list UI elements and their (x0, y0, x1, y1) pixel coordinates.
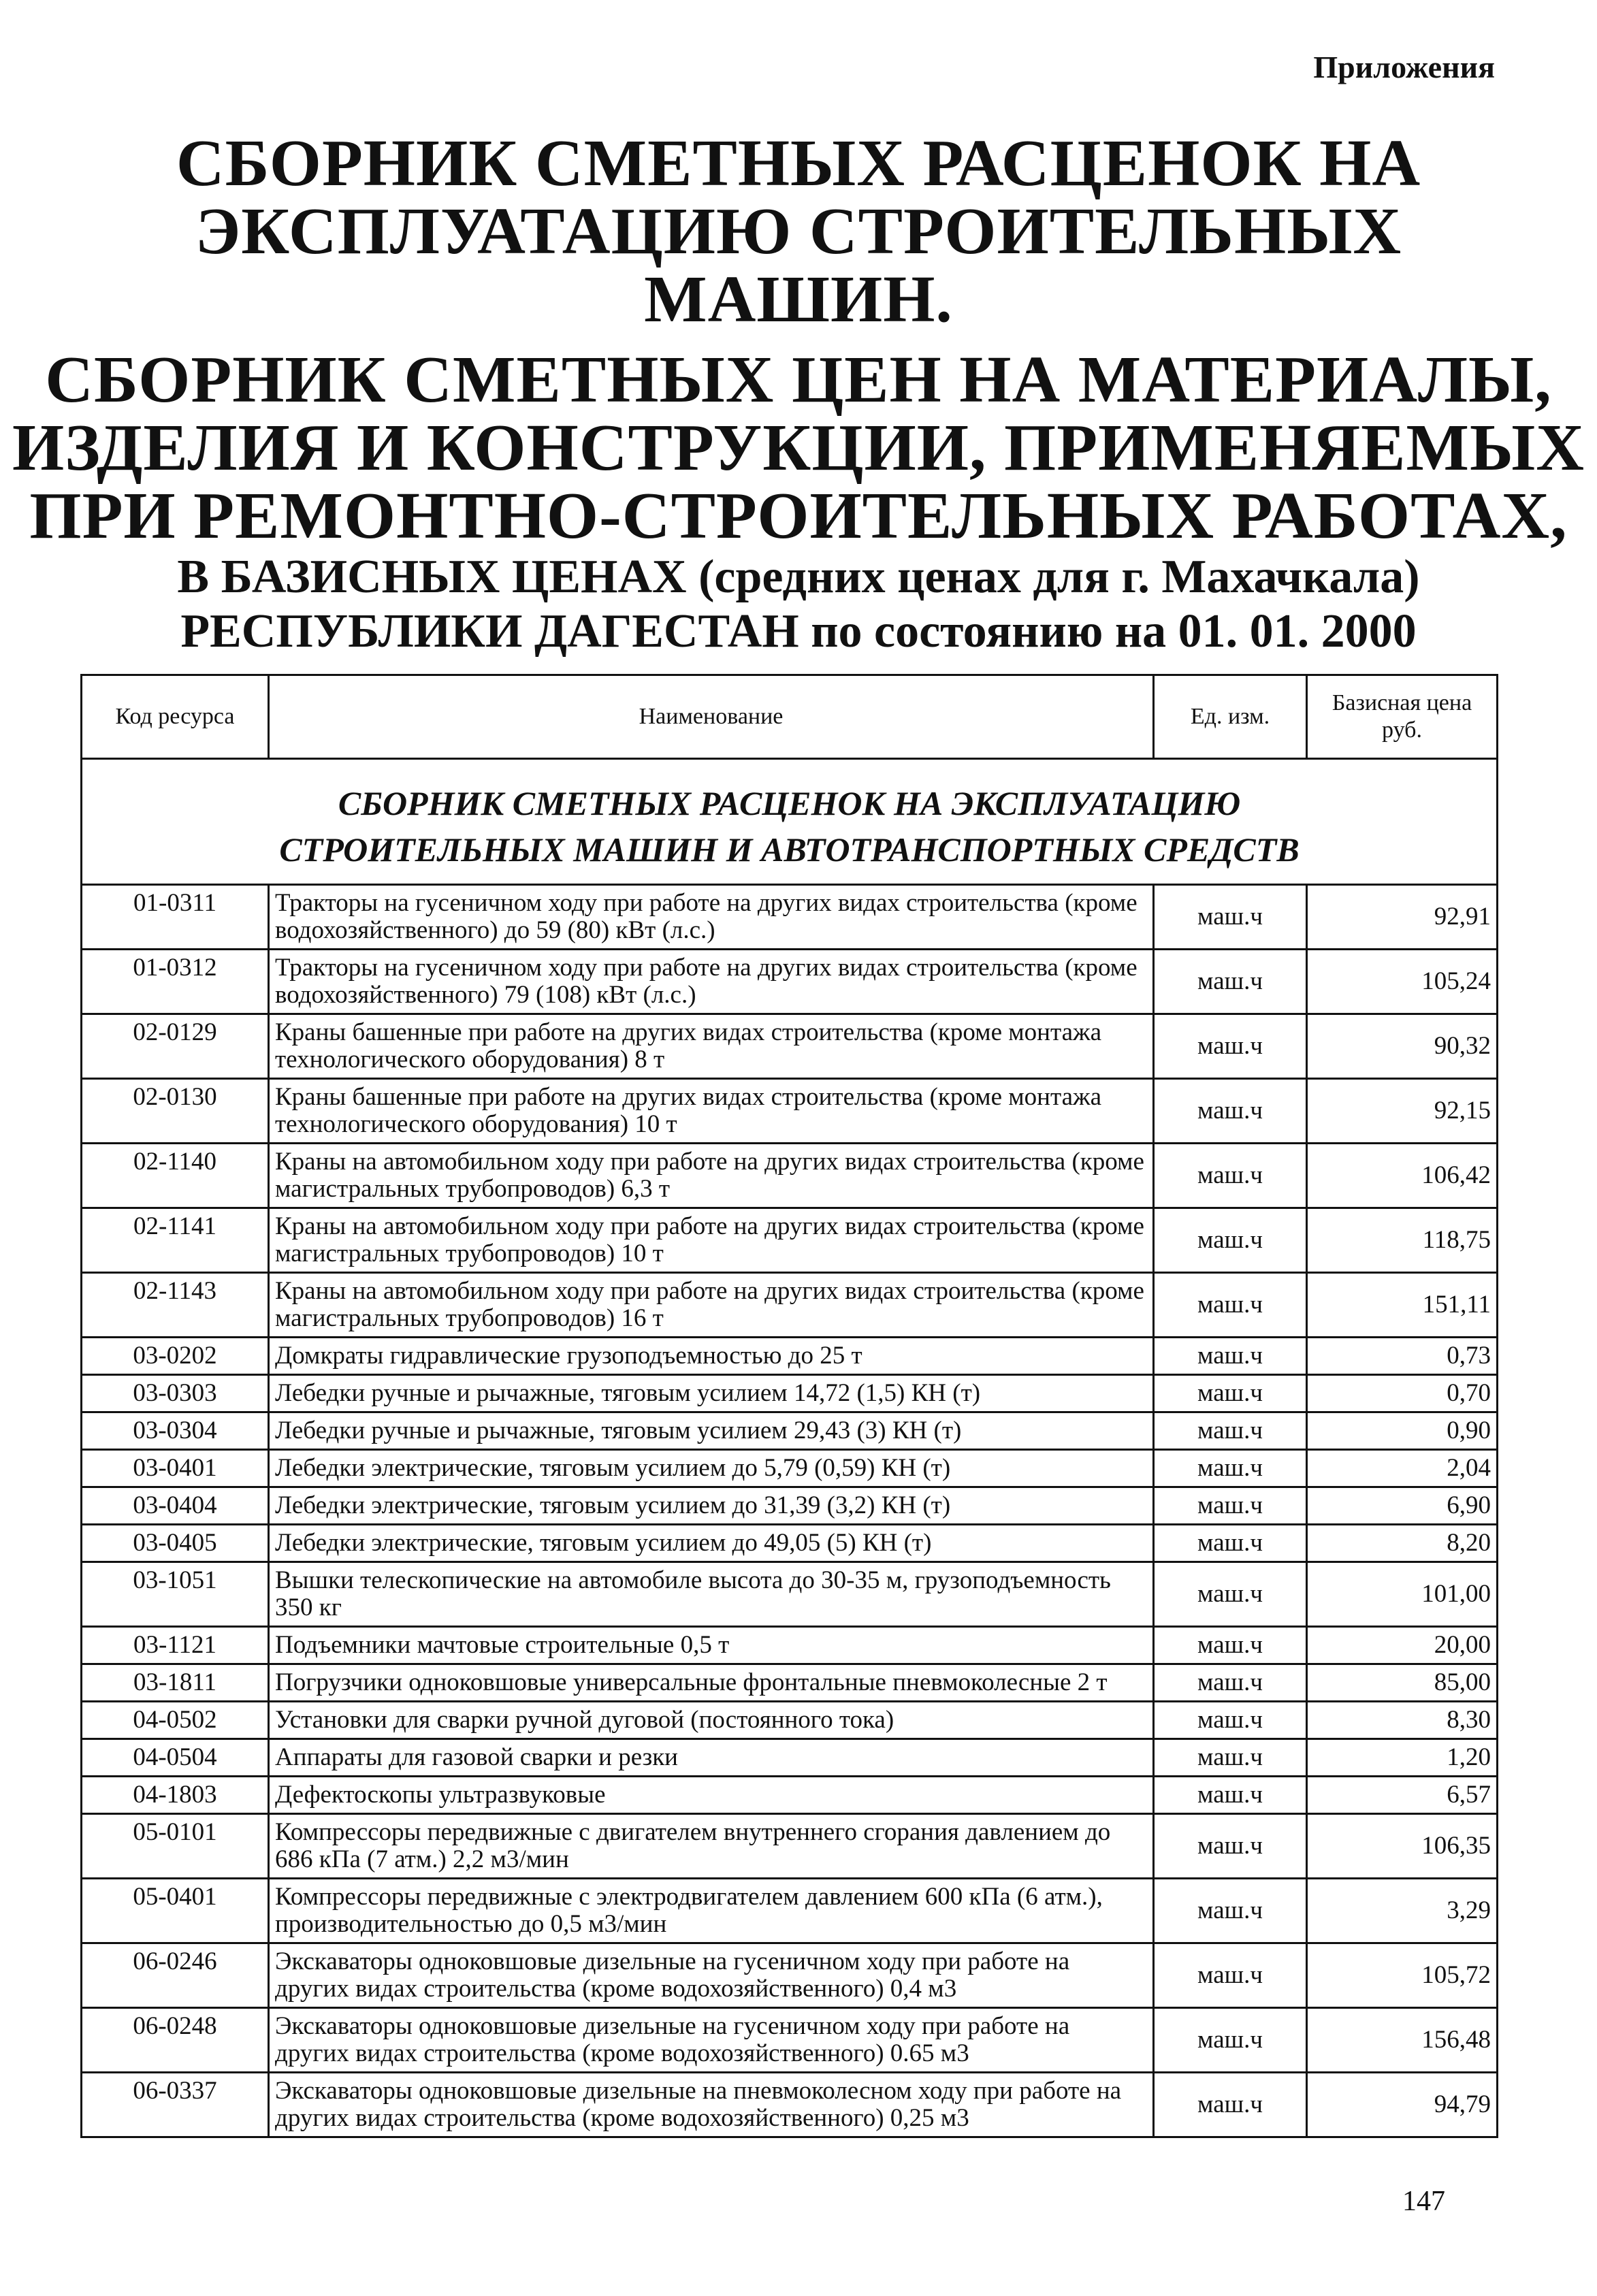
cell-code: 06-0246 (82, 1943, 269, 2008)
table-row (82, 1273, 1498, 1338)
cell-code: 03-1121 (82, 1627, 269, 1664)
table-header-row (82, 675, 1498, 759)
cell-code: 03-0404 (82, 1487, 269, 1525)
cell-price: 118,75 (1307, 1208, 1498, 1273)
table-row (82, 1208, 1498, 1273)
cell-price: 151,11 (1307, 1273, 1498, 1338)
cell-unit: маш.ч (1154, 1777, 1307, 1814)
cell-name: Подъемники мачтовые строительные 0,5 т (269, 1627, 1154, 1664)
cell-code: 03-0202 (82, 1338, 269, 1375)
cell-code: 02-1143 (82, 1273, 269, 1338)
column-header-price: Базисная цена руб. (1307, 675, 1498, 759)
section-title-row (82, 759, 1498, 885)
cell-code: 03-0303 (82, 1375, 269, 1412)
cell-name: Лебедки ручные и рычажные, тяговым усилием 29,43 (3) КН (т) (269, 1412, 1154, 1450)
table-row (82, 1664, 1498, 1702)
cell-name: Лебедки электрические, тяговым усилием до 5,79 (0,59) КН (т) (269, 1450, 1154, 1487)
cell-unit: маш.ч (1154, 1079, 1307, 1144)
table-row (82, 885, 1498, 950)
cell-code: 04-0502 (82, 1702, 269, 1739)
cell-unit: маш.ч (1154, 1943, 1307, 2008)
price-table (80, 674, 1498, 2138)
cell-unit: маш.ч (1154, 950, 1307, 1014)
cell-price: 101,00 (1307, 1562, 1498, 1627)
title-line: ПРИ РЕМОНТНО-СТРОИТЕЛЬНЫХ РАБОТАХ, (29, 479, 1568, 553)
cell-name: Тракторы на гусеничном ходу при работе на других видах строительства (кроме водохозяйственного) до 59 (80) кВт (л.с.) (269, 885, 1154, 950)
cell-unit: маш.ч (1154, 1412, 1307, 1450)
table-row (82, 1702, 1498, 1739)
cell-unit: маш.ч (1154, 1450, 1307, 1487)
table-row (82, 1739, 1498, 1777)
cell-unit: маш.ч (1154, 1664, 1307, 1702)
cell-code: 03-0401 (82, 1450, 269, 1487)
column-header-name: Наименование (269, 675, 1154, 759)
cell-code: 03-1051 (82, 1562, 269, 1627)
page-number: 147 (1402, 2186, 1445, 2217)
cell-price: 6,57 (1307, 1777, 1498, 1814)
cell-code: 04-1803 (82, 1777, 269, 1814)
table-row (82, 1525, 1498, 1562)
table-row (82, 1375, 1498, 1412)
cell-price: 106,42 (1307, 1144, 1498, 1208)
section-title (82, 759, 1498, 885)
cell-unit: маш.ч (1154, 1879, 1307, 1943)
cell-price: 156,48 (1307, 2008, 1498, 2073)
table-row (82, 1338, 1498, 1375)
cell-name: Краны на автомобильном ходу при работе на других видах строительства (кроме магистральных трубопроводов) 16 т (269, 1273, 1154, 1338)
cell-unit: маш.ч (1154, 1487, 1307, 1525)
table-row (82, 1627, 1498, 1664)
cell-unit: маш.ч (1154, 885, 1307, 950)
cell-name: Краны на автомобильном ходу при работе на других видах строительства (кроме магистральных трубопроводов) 6,3 т (269, 1144, 1154, 1208)
cell-code: 03-0304 (82, 1412, 269, 1450)
cell-name: Тракторы на гусеничном ходу при работе на других видах строительства (кроме водохозяйственного) 79 (108) кВт (л.с.) (269, 950, 1154, 1014)
document-title (0, 129, 1597, 659)
section-title-line: СБОРНИК СМЕТНЫХ РАСЦЕНОК НА ЭКСПЛУАТАЦИЮ (338, 784, 1241, 822)
cell-price: 92,91 (1307, 885, 1498, 950)
cell-code: 04-0504 (82, 1739, 269, 1777)
table-row (82, 1079, 1498, 1144)
cell-price: 0,70 (1307, 1375, 1498, 1412)
cell-name: Компрессоры передвижные с электродвигателем давлением 600 кПа (6 атм.), производительностью до 0,5 м3/мин (269, 1879, 1154, 1943)
cell-price: 94,79 (1307, 2073, 1498, 2137)
table-row (82, 2008, 1498, 2073)
title-line: ЭКСПЛУАТАЦИЮ СТРОИТЕЛЬНЫХ (195, 195, 1402, 268)
cell-code: 03-0405 (82, 1525, 269, 1562)
subtitle-line: РЕСПУБЛИКИ ДАГЕСТАН по состоянию на 01. 01. 2000 (180, 605, 1417, 658)
cell-price: 0,90 (1307, 1412, 1498, 1450)
cell-name: Аппараты для газовой сварки и резки (269, 1739, 1154, 1777)
table-row (82, 2073, 1498, 2137)
cell-code: 01-0311 (82, 885, 269, 950)
cell-name: Компрессоры передвижные с двигателем внутреннего сгорания давлением до 686 кПа (7 атм.) 2,2 м3/мин (269, 1814, 1154, 1879)
table-row (82, 1014, 1498, 1079)
cell-code: 05-0101 (82, 1814, 269, 1879)
cell-name: Домкраты гидравлические грузоподъемностью до 25 т (269, 1338, 1154, 1375)
table-row (82, 1450, 1498, 1487)
cell-price: 6,90 (1307, 1487, 1498, 1525)
title-line: ИЗДЕЛИЯ И КОНСТРУКЦИИ, ПРИМЕНЯЕМЫХ (12, 411, 1585, 485)
cell-name: Вышки телескопические на автомобиле высота до 30-35 м, грузоподъемность 350 кг (269, 1562, 1154, 1627)
cell-price: 0,73 (1307, 1338, 1498, 1375)
title-line: СБОРНИК СМЕТНЫХ ЦЕН НА МАТЕРИАЛЫ, (45, 343, 1552, 417)
cell-name: Экскаваторы одноковшовые дизельные на гусеничном ходу при работе на других видах строительства (кроме водохозяйственного) 0,4 м3 (269, 1943, 1154, 2008)
cell-name: Краны башенные при работе на других видах строительства (кроме монтажа технологического оборудования) 10 т (269, 1079, 1154, 1144)
table-row (82, 1814, 1498, 1879)
cell-price: 1,20 (1307, 1739, 1498, 1777)
cell-price: 3,29 (1307, 1879, 1498, 1943)
table-row (82, 1487, 1498, 1525)
cell-unit: маш.ч (1154, 1702, 1307, 1739)
column-header-unit: Ед. изм. (1154, 675, 1307, 759)
table-row (82, 1777, 1498, 1814)
section-label: Приложения (1313, 50, 1495, 84)
subtitle-line: В БАЗИСНЫХ ЦЕНАХ (средних ценах для г. Махачкала) (177, 551, 1420, 603)
cell-unit: маш.ч (1154, 1144, 1307, 1208)
cell-unit: маш.ч (1154, 1338, 1307, 1375)
cell-unit: маш.ч (1154, 1739, 1307, 1777)
table-row (82, 1943, 1498, 2008)
title-line: МАШИН. (644, 263, 953, 336)
cell-name: Лебедки ручные и рычажные, тяговым усилием 14,72 (1,5) КН (т) (269, 1375, 1154, 1412)
cell-code: 02-0129 (82, 1014, 269, 1079)
table-row (82, 1412, 1498, 1450)
cell-name: Дефектоскопы ультразвуковые (269, 1777, 1154, 1814)
cell-unit: маш.ч (1154, 1375, 1307, 1412)
cell-price: 92,15 (1307, 1079, 1498, 1144)
cell-name: Краны башенные при работе на других видах строительства (кроме монтажа технологического оборудования) 8 т (269, 1014, 1154, 1079)
title-line: СБОРНИК СМЕТНЫХ РАСЦЕНОК НА (176, 127, 1421, 200)
cell-price: 8,30 (1307, 1702, 1498, 1739)
cell-unit: маш.ч (1154, 1627, 1307, 1664)
cell-code: 02-1141 (82, 1208, 269, 1273)
cell-name: Краны на автомобильном ходу при работе на других видах строительства (кроме магистральных трубопроводов) 10 т (269, 1208, 1154, 1273)
cell-price: 105,72 (1307, 1943, 1498, 2008)
cell-price: 2,04 (1307, 1450, 1498, 1487)
cell-code: 06-0337 (82, 2073, 269, 2137)
cell-code: 06-0248 (82, 2008, 269, 2073)
column-header-code: Код ресурса (82, 675, 269, 759)
cell-name: Установки для сварки ручной дуговой (постоянного тока) (269, 1702, 1154, 1739)
cell-unit: маш.ч (1154, 1208, 1307, 1273)
cell-name: Экскаваторы одноковшовые дизельные на пневмоколесном ходу при работе на других видах строительства (кроме водохозяйственного) 0,25 м3 (269, 2073, 1154, 2137)
cell-name: Лебедки электрические, тяговым усилием до 49,05 (5) КН (т) (269, 1525, 1154, 1562)
cell-code: 01-0312 (82, 950, 269, 1014)
cell-name: Экскаваторы одноковшовые дизельные на гусеничном ходу при работе на других видах строительства (кроме водохозяйственного) 0.65 м3 (269, 2008, 1154, 2073)
table-row (82, 950, 1498, 1014)
table-row (82, 1879, 1498, 1943)
cell-code: 03-1811 (82, 1664, 269, 1702)
cell-code: 05-0401 (82, 1879, 269, 1943)
cell-price: 85,00 (1307, 1664, 1498, 1702)
cell-code: 02-1140 (82, 1144, 269, 1208)
cell-price: 8,20 (1307, 1525, 1498, 1562)
cell-unit: маш.ч (1154, 2008, 1307, 2073)
cell-unit: маш.ч (1154, 1814, 1307, 1879)
cell-price: 90,32 (1307, 1014, 1498, 1079)
cell-unit: маш.ч (1154, 1014, 1307, 1079)
cell-code: 02-0130 (82, 1079, 269, 1144)
cell-price: 105,24 (1307, 950, 1498, 1014)
cell-unit: маш.ч (1154, 1273, 1307, 1338)
cell-price: 20,00 (1307, 1627, 1498, 1664)
cell-unit: маш.ч (1154, 1525, 1307, 1562)
section-title-line: СТРОИТЕЛЬНЫХ МАШИН И АВТОТРАНСПОРТНЫХ СРЕДСТВ (279, 830, 1300, 869)
cell-price: 106,35 (1307, 1814, 1498, 1879)
table-row (82, 1562, 1498, 1627)
table-row (82, 1144, 1498, 1208)
cell-name: Погрузчики одноковшовые универсальные фронтальные пневмоколесные 2 т (269, 1664, 1154, 1702)
cell-unit: маш.ч (1154, 2073, 1307, 2137)
cell-unit: маш.ч (1154, 1562, 1307, 1627)
cell-name: Лебедки электрические, тяговым усилием до 31,39 (3,2) КН (т) (269, 1487, 1154, 1525)
